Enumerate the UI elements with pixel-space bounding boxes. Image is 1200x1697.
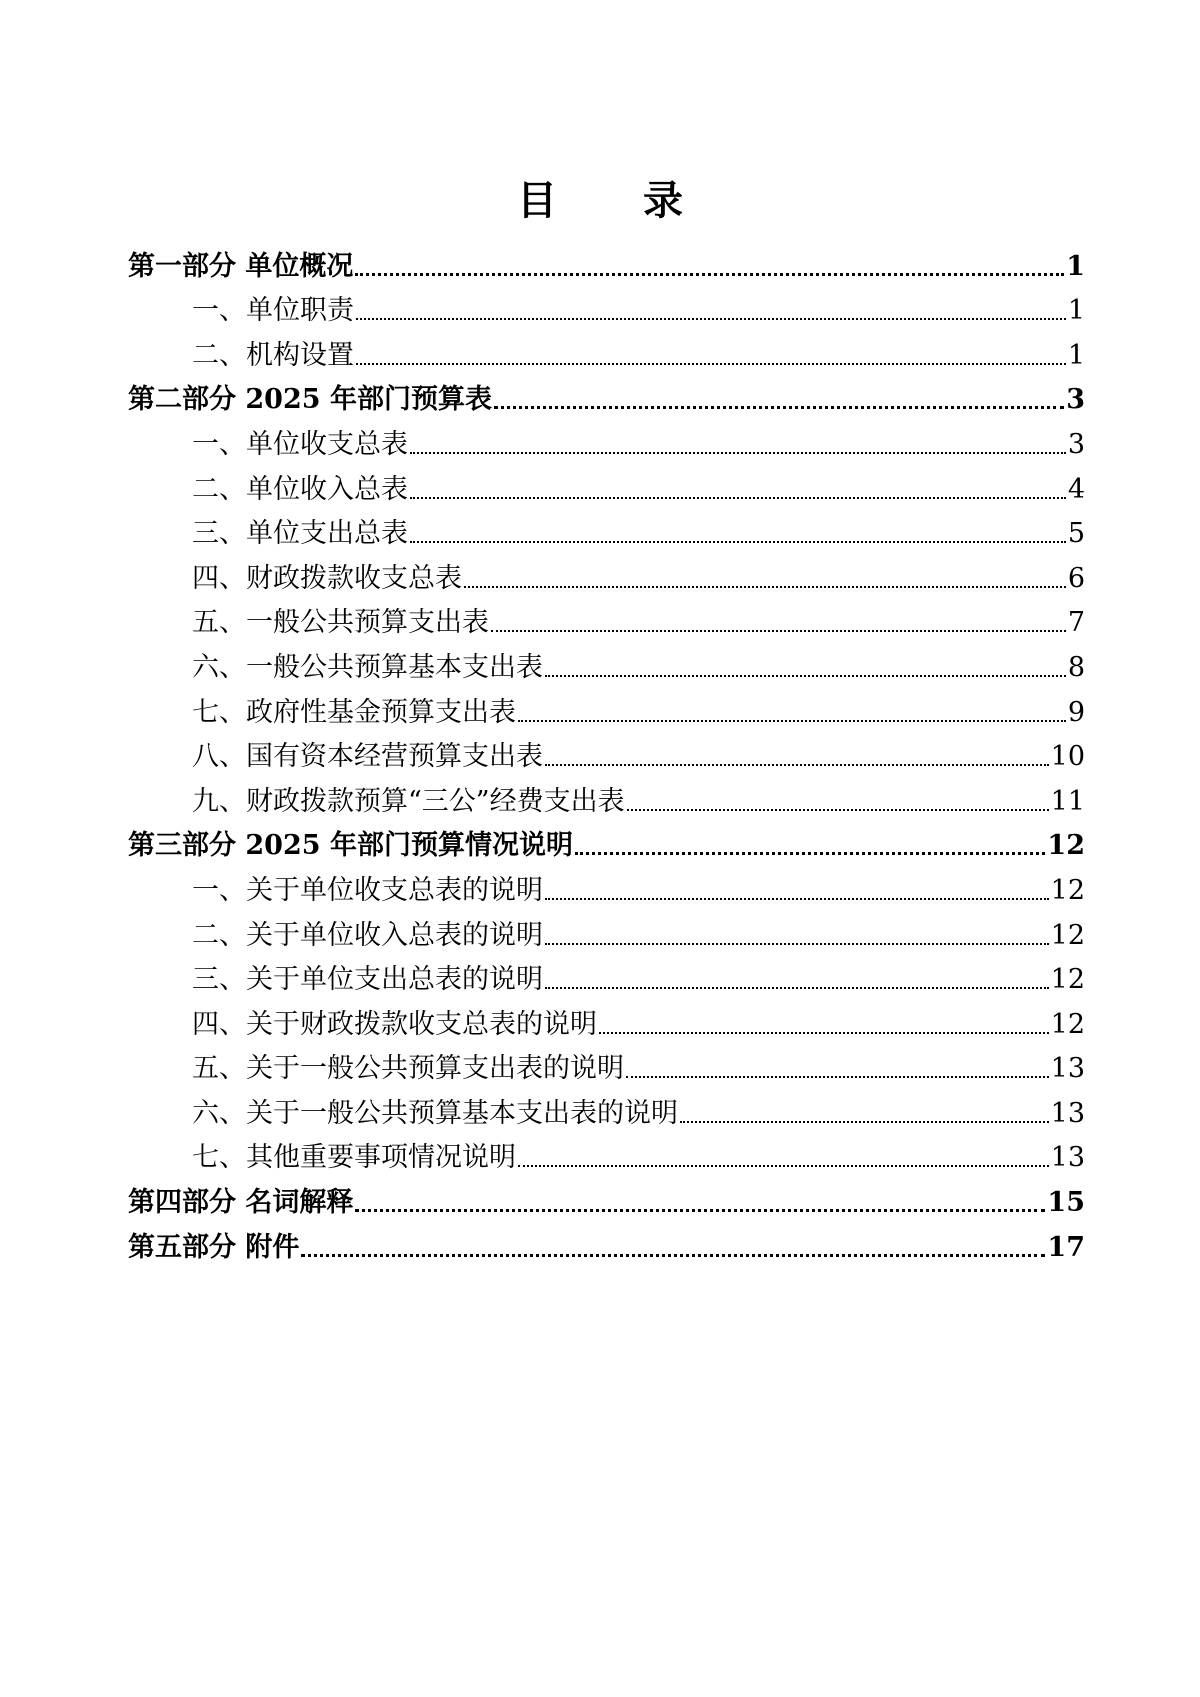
toc-page-number: 1 (1066, 250, 1085, 282)
toc-page-number: 9 (1067, 696, 1085, 728)
toc-page-number: 1 (1067, 339, 1085, 371)
toc-subsection-entry[interactable] (128, 690, 1085, 735)
dot-leader (410, 497, 1066, 499)
dot-leader (627, 809, 1049, 811)
toc-subsection-entry[interactable] (128, 645, 1085, 690)
toc-subsection-entry[interactable] (128, 779, 1085, 824)
dot-leader (626, 1076, 1049, 1078)
dot-leader (356, 363, 1066, 365)
toc-page-number: 13 (1050, 1053, 1085, 1085)
toc-page-number: 12 (1047, 830, 1085, 862)
toc-page-number: 11 (1050, 785, 1085, 817)
toc-subsection-entry[interactable] (128, 868, 1085, 913)
toc-page-number: 4 (1067, 473, 1085, 505)
toc-entry-text: 一、单位收支总表 (192, 428, 408, 460)
toc-page-number: 8 (1067, 651, 1085, 683)
toc-page-number: 13 (1050, 1097, 1085, 1129)
toc-page-number: 13 (1050, 1142, 1085, 1174)
toc-entry-text: 七、其他重要事项情况说明 (192, 1142, 516, 1174)
table-of-contents (128, 244, 1085, 1270)
toc-entry-text: 六、关于一般公共预算基本支出表的说明 (192, 1097, 678, 1129)
dot-leader (494, 406, 1064, 409)
toc-page-number: 12 (1050, 1008, 1085, 1040)
toc-entry-text: 四、财政拨款收支总表 (192, 562, 462, 594)
dot-leader (355, 273, 1064, 276)
dot-leader (491, 630, 1066, 632)
toc-entry-text: 二、单位收入总表 (192, 473, 408, 505)
toc-entry-text: 第二部分 2025 年部门预算表 (128, 384, 492, 416)
dot-leader (545, 898, 1049, 900)
toc-subsection-entry[interactable] (128, 512, 1085, 557)
dot-leader (410, 452, 1066, 454)
toc-entry-text: 第一部分 单位概况 (128, 250, 354, 282)
toc-entry-text: 二、关于单位收入总表的说明 (192, 919, 543, 951)
toc-entry-text: 四、关于财政拨款收支总表的说明 (192, 1008, 597, 1040)
dot-leader (301, 1254, 1045, 1257)
dot-leader (575, 852, 1045, 855)
toc-page-number: 12 (1050, 874, 1085, 906)
dot-leader (545, 675, 1066, 677)
toc-subsection-entry[interactable] (128, 1136, 1085, 1181)
toc-section-entry[interactable] (128, 824, 1085, 869)
toc-title: 目 录 (517, 176, 719, 224)
dot-leader (599, 1032, 1049, 1034)
toc-entry-text: 八、国有资本经营预算支出表 (192, 741, 543, 773)
toc-section-entry[interactable] (128, 1180, 1085, 1225)
toc-entry-text: 第五部分 附件 (128, 1231, 300, 1263)
toc-subsection-entry[interactable] (128, 735, 1085, 780)
toc-section-entry[interactable] (128, 378, 1085, 423)
toc-page-number: 3 (1066, 384, 1085, 416)
toc-page-number: 1 (1067, 295, 1085, 327)
toc-entry-text: 第四部分 名词解释 (128, 1187, 354, 1219)
toc-subsection-entry[interactable] (128, 333, 1085, 378)
toc-entry-text: 第三部分 2025 年部门预算情况说明 (128, 830, 573, 862)
toc-section-entry[interactable] (128, 1225, 1085, 1270)
dot-leader (680, 1121, 1049, 1123)
toc-entry-text: 二、机构设置 (192, 339, 354, 371)
toc-page-number: 10 (1050, 741, 1085, 773)
toc-subsection-entry[interactable] (128, 601, 1085, 646)
dot-leader (518, 1165, 1049, 1167)
toc-page-number: 7 (1067, 607, 1085, 639)
toc-subsection-entry[interactable] (128, 422, 1085, 467)
dot-leader (355, 1209, 1045, 1212)
toc-page-number: 3 (1067, 428, 1085, 460)
toc-page-number: 12 (1050, 919, 1085, 951)
dot-leader (356, 318, 1066, 320)
toc-entry-text: 五、一般公共预算支出表 (192, 607, 489, 639)
dot-leader (410, 541, 1066, 543)
toc-subsection-entry[interactable] (128, 1047, 1085, 1092)
toc-subsection-entry[interactable] (128, 1002, 1085, 1047)
toc-entry-text: 五、关于一般公共预算支出表的说明 (192, 1053, 624, 1085)
dot-leader (518, 720, 1066, 722)
toc-subsection-entry[interactable] (128, 958, 1085, 1003)
toc-entry-text: 七、政府性基金预算支出表 (192, 696, 516, 728)
toc-entry-text: 六、一般公共预算基本支出表 (192, 651, 543, 683)
toc-entry-text: 九、财政拨款预算“三公”经费支出表 (192, 785, 625, 817)
toc-page-number: 17 (1047, 1231, 1085, 1263)
toc-entry-text: 三、单位支出总表 (192, 518, 408, 550)
dot-leader (545, 943, 1049, 945)
toc-page-number: 5 (1067, 518, 1085, 550)
toc-entry-text: 一、单位职责 (192, 295, 354, 327)
toc-subsection-entry[interactable] (128, 467, 1085, 512)
toc-entry-text: 一、关于单位收支总表的说明 (192, 874, 543, 906)
toc-page-number: 15 (1047, 1187, 1085, 1219)
dot-leader (464, 586, 1066, 588)
toc-page-number: 12 (1050, 964, 1085, 996)
dot-leader (545, 764, 1049, 766)
toc-page-number: 6 (1067, 562, 1085, 594)
toc-subsection-entry[interactable] (128, 1091, 1085, 1136)
dot-leader (545, 987, 1049, 989)
toc-subsection-entry[interactable] (128, 556, 1085, 601)
toc-subsection-entry[interactable] (128, 289, 1085, 334)
toc-section-entry[interactable] (128, 244, 1085, 289)
toc-entry-text: 三、关于单位支出总表的说明 (192, 964, 543, 996)
toc-subsection-entry[interactable] (128, 913, 1085, 958)
